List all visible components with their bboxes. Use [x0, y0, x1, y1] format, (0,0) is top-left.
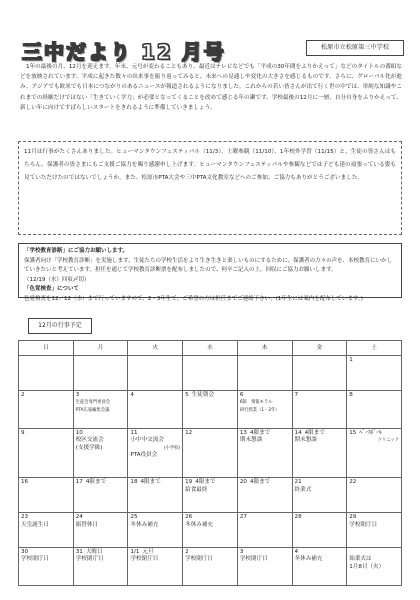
day-number: 1/1: [130, 548, 140, 555]
day-event: 始業式は: [349, 556, 372, 563]
day-event: 給食最終: [185, 486, 208, 493]
day-number: 25: [130, 514, 138, 521]
day-event: 学校閉庁日: [130, 556, 159, 563]
day-number: 5: [185, 391, 189, 398]
day-event: 学校閉庁日: [239, 556, 268, 563]
schedule-label: 12月の行事予定: [28, 318, 92, 334]
calendar-day-cell: [292, 390, 347, 428]
day-number: 13: [239, 429, 247, 436]
calendar-day-cell: [19, 547, 74, 585]
intro-paragraph: 1年の最後の月、12月を迎えます。年末、元号が変わることもあり、最近はテレビなどでも「平成の30年間をふりかえって」などのタイトルの番組などを放映されています。平成に起きた数々の出来事を振り返ってみると、未来への見通しや変化の大きさを感じるものです。さらに、グローバル化が進み、アジアでも欧米でも日本につながりのあるニュースが報道されるようになりました。これからの若い皆さんが出て行く世の中では、単純な知識やこれまでの経験だけではない「生きていく学力」が必要となってくることを改めて感じる年の瀬です。学校最後の12月に一層、自分自身をふりかえって、新しい年に向けてすばらしいスタートをきれるように準備していきましょう。: [20, 64, 402, 111]
day-event: 研究授業（1・2年）: [239, 407, 280, 413]
calendar-day-cell: [237, 478, 292, 513]
calendar-day-cell: [73, 390, 128, 428]
day-number: 28: [294, 514, 302, 521]
calendar-day-cell: [347, 390, 402, 428]
day-number: 4: [130, 391, 134, 398]
calendar-day-cell: [292, 547, 347, 585]
day-number: 21: [294, 479, 302, 486]
calendar-day-cell: [237, 547, 292, 585]
day-number: 1: [349, 357, 353, 363]
calendar-header-row: [19, 341, 402, 356]
color-vision-text: 色覚検査を12／12（水）まで行っていますので、2・3年生で、ご希望の方は担任までご連絡下さい。(1年生には案内を配布しています。): [24, 295, 363, 302]
calendar-day-cell: [183, 547, 238, 585]
day-header: 水: [183, 341, 238, 356]
day-event: 振替休日: [75, 521, 99, 528]
newsletter-title-area: [22, 36, 226, 65]
intro-section: [20, 62, 402, 113]
day-header: 土: [347, 341, 402, 356]
calendar-day-cell: [292, 513, 347, 548]
calendar-day-cell: [128, 547, 183, 585]
day-event-note: (小学校): [163, 445, 181, 451]
day-number: 30: [21, 548, 29, 555]
day-number: 6: [239, 391, 244, 398]
calendar-day-cell: [292, 356, 347, 391]
day-header: 木: [237, 341, 292, 356]
november-thanks-text: 11月は行事がたくさんありました。ヒューマンタウンフェスティバル（11/3）、土曜参観（11/10）、1年校外学習（11/15）と、生徒の皆さんはもちろん、保護者の皆さまにもご支援ご協力を賜り感謝申し上げます。ヒューマンタウンフェスティバルや参観などでは子ども達の頑張っている姿も見ていただけたのではないでしょうか。また、松原市PTA大会や三中PTA文化教室などへのご参加、ご協力もありがとうございました。: [24, 149, 396, 181]
day-number: 16: [21, 479, 29, 486]
day-number: 7: [294, 391, 299, 398]
calendar-day-cell: [128, 478, 183, 513]
day-number: 2: [185, 548, 189, 555]
day-number: 22: [349, 479, 357, 486]
survey-heading: 「学校教育診断」にご協力お願いします。: [24, 248, 129, 254]
day-header: 日: [19, 341, 74, 356]
day-event: (支援学級): [75, 444, 103, 451]
day-event-inline: 4限まで: [249, 479, 271, 486]
day-event: 冬休み補充: [130, 521, 159, 528]
calendar-week-row: [19, 478, 402, 513]
calendar-day-cell: [347, 356, 402, 391]
day-header: 月: [73, 341, 128, 356]
calendar-day-cell: [347, 513, 402, 548]
day-event-inline: 4限まで: [85, 479, 107, 486]
day-number: 10: [75, 429, 83, 436]
day-event-inline: 4限まで: [304, 429, 325, 436]
day-event-inline: 元旦: [142, 548, 154, 555]
calendar-week-row: [19, 390, 402, 428]
day-event: 1月8日（火）: [349, 563, 385, 570]
calendar-day-cell: [237, 428, 292, 478]
calendar-day-cell: [128, 428, 183, 478]
day-number: 26: [185, 514, 193, 521]
calendar-week-row: [19, 428, 402, 478]
calendar-day-cell: [237, 513, 292, 548]
day-number: 27: [239, 514, 247, 521]
calendar-day-cell: [19, 513, 74, 548]
calendar-day-cell: [183, 478, 238, 513]
calendar-day-cell: [19, 478, 74, 513]
day-event: 期末懇談: [239, 437, 263, 444]
calendar-day-cell: [292, 478, 347, 513]
calendar-day-cell: [19, 356, 74, 391]
day-event: 冬休み補充: [185, 521, 214, 528]
day-number: 9: [21, 429, 25, 436]
day-number: 20: [239, 479, 247, 486]
calendar-day-cell: [73, 513, 128, 548]
day-event-inline: 4限まで: [195, 479, 216, 486]
survey-text: 保護者向け「学校教育診断」を実施します。生徒たちの学校生活をより生き生きと楽しいものにするために、保護者の方々の声を、本校教育にいかしていきたいと考えています。担任を通じて学校教育診断票を配布しましたので、何卒ご記入の上、回収にご協力お願いします。: [24, 257, 393, 273]
calendar-day-cell: [292, 428, 347, 478]
day-event: 生徒会専門委員会: [75, 400, 111, 406]
day-event: 冬休み補充: [294, 556, 323, 563]
calendar-table: [18, 340, 402, 586]
day-header: 金: [292, 341, 347, 356]
day-event: 6限 情報モラル: [239, 400, 273, 406]
day-event: PTA広報編集会議: [75, 407, 110, 413]
day-number: 31: [75, 548, 83, 555]
day-number: 29: [349, 514, 357, 521]
notice-box: [18, 243, 402, 302]
calendar-day-cell: [347, 547, 402, 585]
day-event: 終業式: [294, 486, 312, 493]
day-event: 学校閉庁日: [75, 556, 104, 563]
day-header: 火: [128, 341, 183, 356]
calendar-day-cell: [128, 390, 183, 428]
day-number: 4: [294, 548, 299, 555]
day-event: 学校閉庁日: [21, 556, 49, 563]
day-event: 期末懇談: [294, 437, 317, 444]
day-event-inline: 4限まで: [140, 479, 161, 486]
day-number: 15: [349, 429, 357, 436]
day-number: 11: [130, 429, 138, 436]
day-event: 学校閉庁日: [185, 556, 214, 563]
color-vision-heading: 「色覚検査」について: [24, 286, 79, 292]
survey-deadline: （12/19（水）回収〆切）: [24, 276, 90, 283]
day-event: 天皇誕生日: [21, 521, 49, 528]
calendar-day-cell: [183, 390, 238, 428]
calendar-day-cell: [73, 356, 128, 391]
day-number: 12: [185, 429, 193, 436]
calendar-body: [19, 356, 402, 586]
november-thanks-box: [18, 141, 402, 235]
day-number: 23: [21, 514, 29, 521]
calendar-day-cell: [347, 478, 402, 513]
calendar-day-cell: [19, 428, 74, 478]
calendar-day-cell: [183, 356, 238, 391]
day-number: 8: [349, 391, 353, 398]
day-event-inline: 生徒朝会: [191, 391, 215, 398]
day-number: 3: [239, 548, 244, 555]
newsletter-title: 三中だより 12 月号: [22, 40, 226, 64]
calendar-week-row: [19, 513, 402, 548]
calendar-week-row: [19, 547, 402, 585]
calendar-day-cell: [183, 513, 238, 548]
day-event-note: クリニック: [377, 438, 399, 444]
calendar-week-row: [19, 356, 402, 391]
calendar-day-cell: [73, 547, 128, 585]
day-event-inline: ﾍﾞｰｽﾎﾞｰﾙ: [359, 429, 382, 436]
day-number: 3: [75, 391, 80, 398]
school-name: 松原市立松原第三中学校: [306, 40, 404, 56]
day-event: 学校閉庁日: [349, 521, 378, 528]
day-event-inline: 大晦日: [85, 548, 103, 555]
day-event: 小中中交流会: [130, 437, 164, 444]
day-number: 14: [294, 429, 302, 436]
day-number: 19: [185, 479, 193, 486]
calendar-day-cell: [73, 478, 128, 513]
calendar-day-cell: [237, 356, 292, 391]
calendar-day-cell: [128, 513, 183, 548]
day-event: PTA役員会: [130, 452, 158, 459]
calendar-day-cell: [128, 356, 183, 391]
calendar-day-cell: [19, 390, 74, 428]
calendar-day-cell: [73, 428, 128, 478]
day-event-inline: 4限まで: [249, 429, 271, 436]
day-number: 17: [75, 479, 83, 486]
day-event: 校区交流会: [75, 437, 104, 444]
day-number: 2: [21, 391, 25, 398]
calendar-day-cell: [237, 390, 292, 428]
day-number: 18: [130, 479, 138, 486]
calendar-day-cell: [183, 428, 238, 478]
day-number: 24: [75, 514, 83, 521]
calendar-day-cell: [347, 428, 402, 478]
